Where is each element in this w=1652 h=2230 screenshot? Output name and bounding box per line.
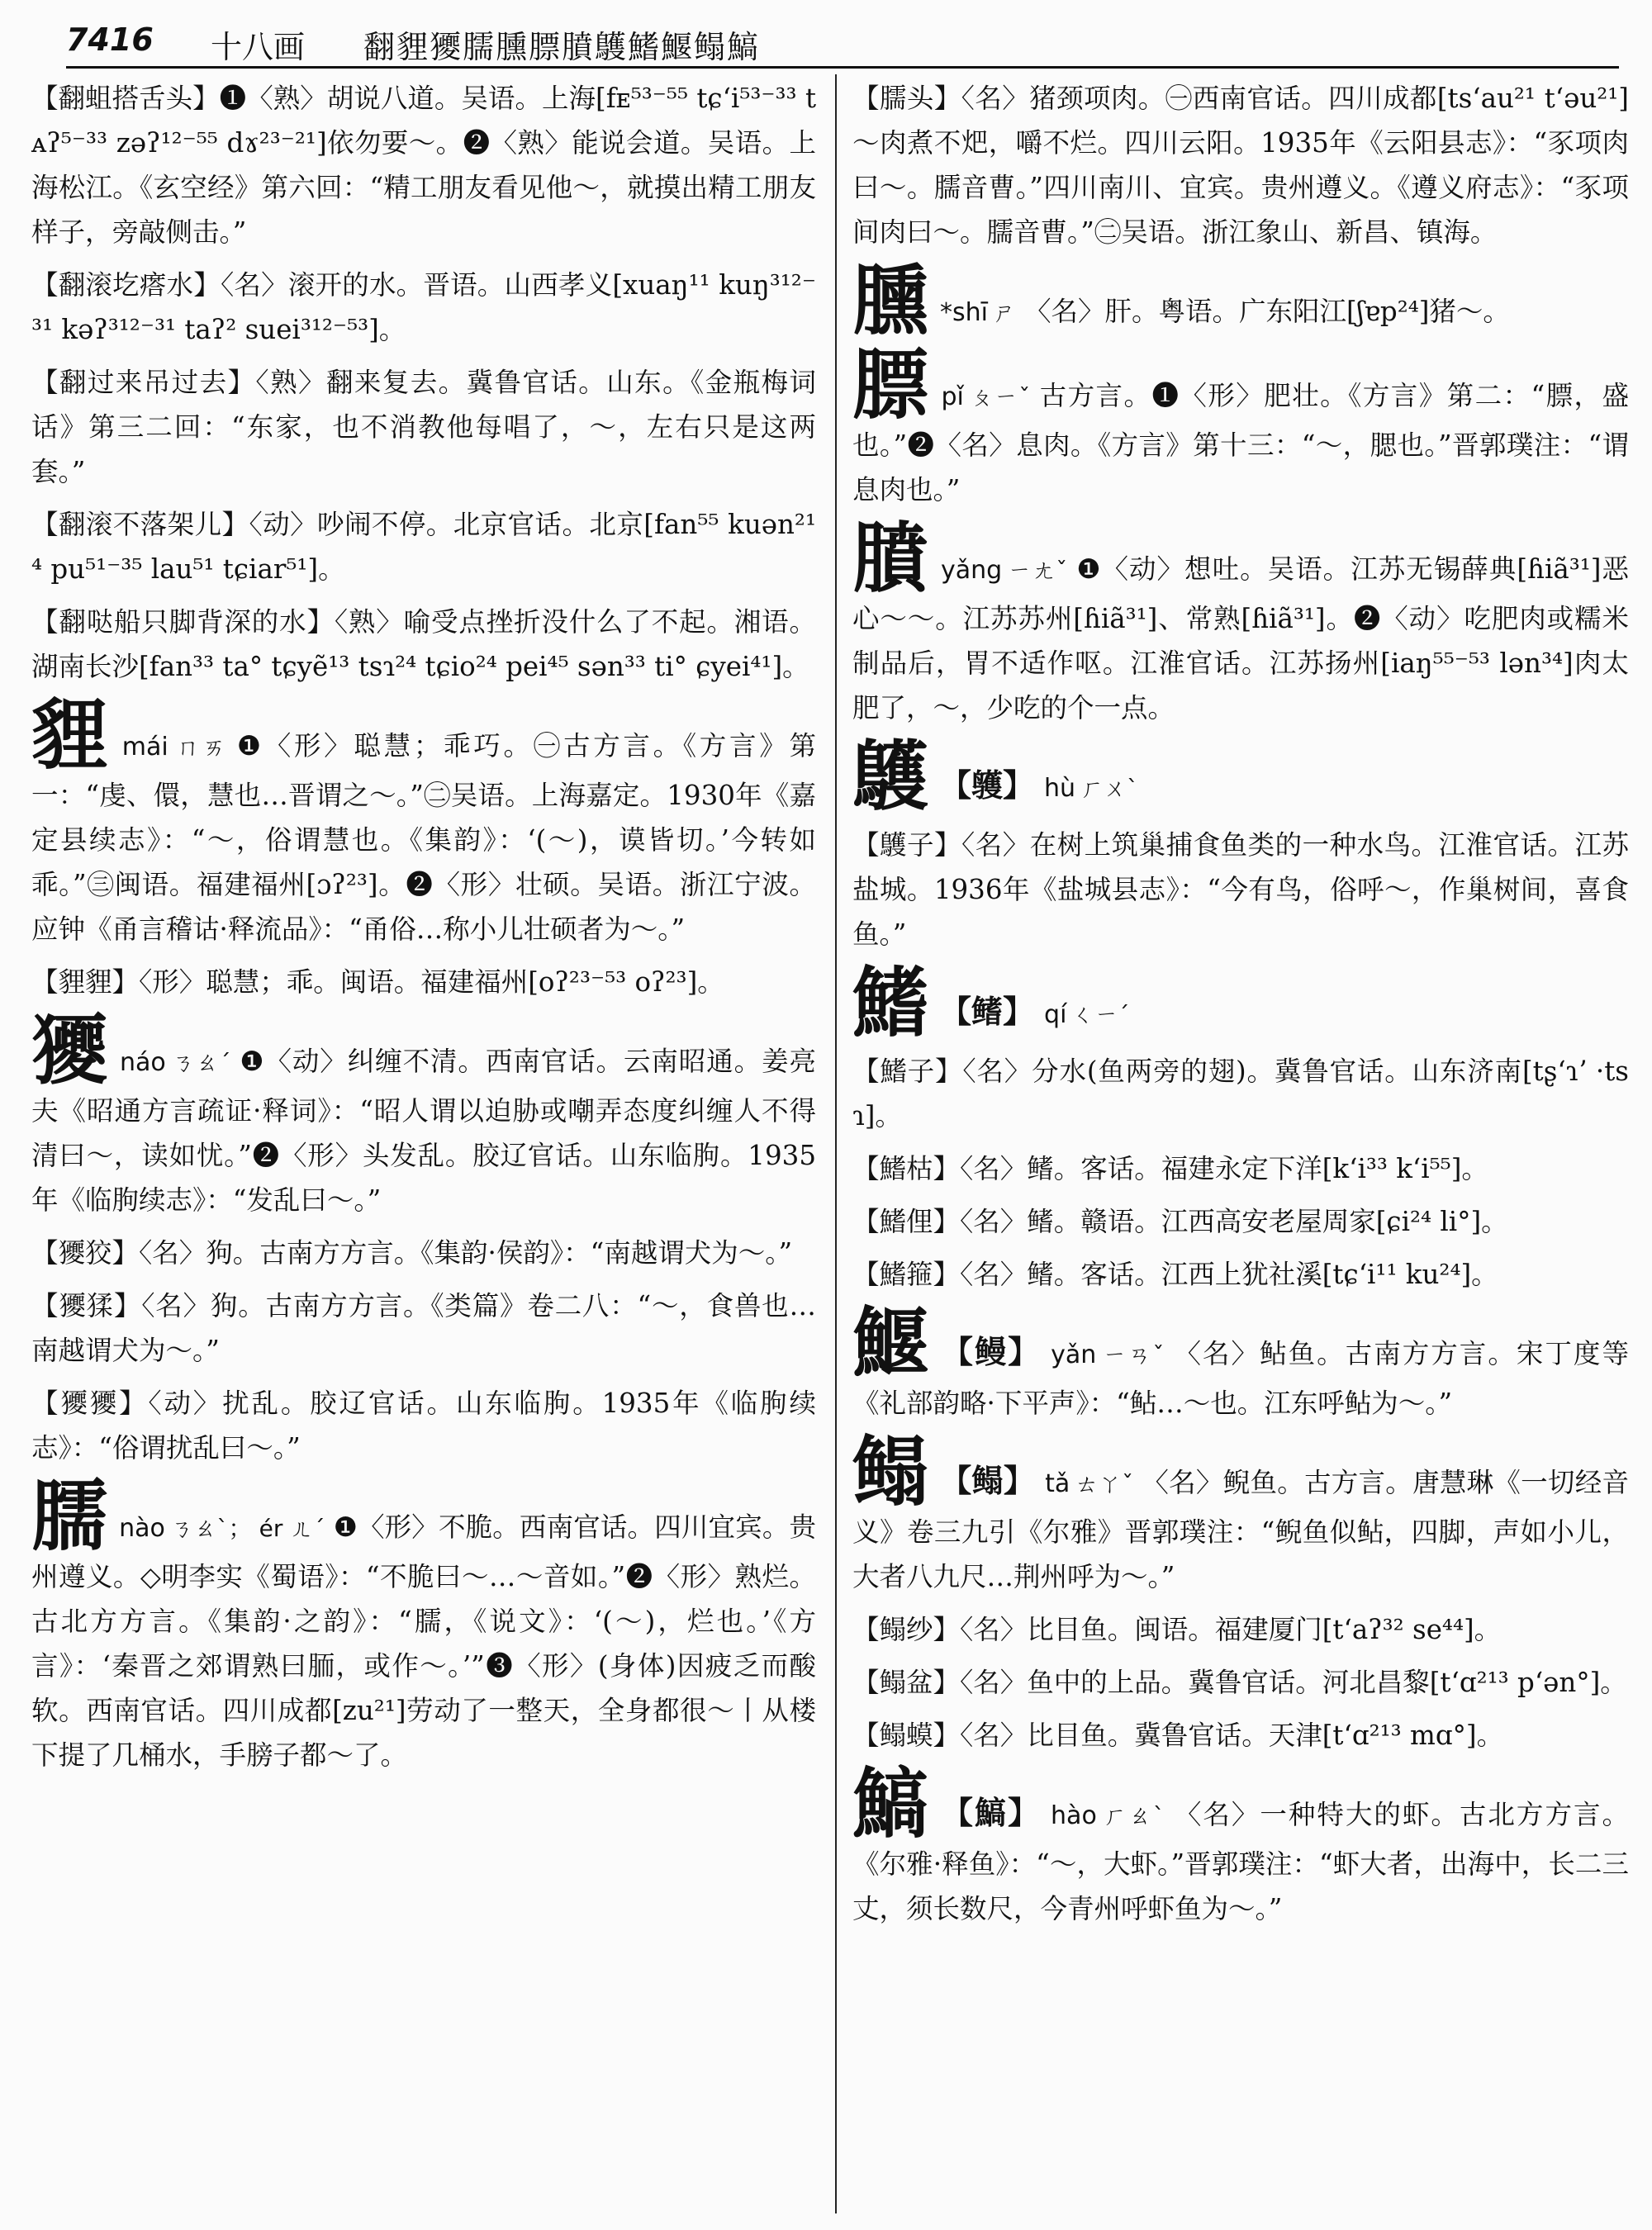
bopomofo: ㄊㄚˇ [1075,1470,1134,1497]
definition-text: 〈名〉鲇鱼。古南方方言。宋丁度等《礼部韵略·下平声》：“鲇…～也。江东呼鲇为～。” [852,1338,1629,1419]
bopomofo: ㄏㄨˋ [1080,775,1139,802]
bopomofo: ㄧㄢˇ [1101,1341,1166,1369]
headword-character: 鰭 [852,958,929,1047]
phrase-entry: 【鰭枯】〈名〉鳍。客话。福建永定下洋[kʻi³³ kʻi⁵⁵]。 [852,1153,1488,1184]
definition-text: ❶〈形〉聪慧；乖巧。㊀古方言。《方言》第一：“虔、儇，慧也…晋谓之～。”㊁吴语。上海嘉定。1930年《嘉定县续志》：“～，俗谓慧也。《集韵》：‘(～)，谟皆切。’今转如乖。”㊂闽语。福建福州[ɔʔ²³]。❷〈形〉壮硕。吴语。浙江宁波。应钟《甬言稽诂·释流品》：“甬俗…称小儿壮硕者为～。” [31,730,816,945]
phrase-entry: 【臑头】〈名〉猪颈项肉。㊀西南官话。四川成都[tsʻau²¹ tʻəu²¹]～肉煮不𤆵，嚼不烂。四川云阳。1935年《云阳县志》：“豕项肉曰～。臑音曹。”四川南川、宜宾。贵州遵义。《遵义府志》：“豕项间肉曰～。臑音曹。”㊁吴语。浙江象山、新昌、镇海。 [852,83,1629,248]
pinyin: tǎ [1045,1469,1070,1498]
headword-character: 鰋 [852,1298,931,1388]
bopomofo: ㄑㄧˊ [1071,1001,1130,1028]
page-header [66,15,1602,64]
headword-character: 鰝 [852,1759,931,1848]
headword-character: 獿 [31,1006,108,1095]
variant-form: 【鰝】 [942,1794,1042,1831]
variant-form: 【鳎】 [940,1462,1036,1499]
column-divider [835,74,837,2213]
bopomofo: ㄋㄠˋ； ér ㄦˊ [169,1515,325,1542]
character-entry [852,732,1629,821]
phrase-entry: 【貍貍】〈形〉聪慧；乖。闽语。福建福州[oʔ²³⁻⁵³ oʔ²³]。 [31,966,724,998]
character-entry [852,256,1629,345]
bopomofo: ㄆㄧˇ [968,383,1032,410]
phrase-entry: 【翻滚不落架儿】〈动〉吵闹不停。北京官话。北京[fan⁵⁵ kuən²¹⁴ pu⁵¹⁻³⁵ lau⁵¹ tɕiar⁵¹]。 [31,509,816,585]
bopomofo: ㄋㄠˊ [170,1049,232,1076]
bopomofo: ㄕ [993,299,1017,326]
pinyin: hù [1044,774,1076,803]
variant-form: 【鹱】 [940,766,1035,804]
phrase-entry: 【鰭子】〈名〉分水(鱼两旁的翅)。冀鲁官话。山东济南[tʂʻɿʼ ·tsɿ]。 [852,1056,1629,1132]
headword-character: 鸌 [852,732,929,821]
definition-text: ❶〈动〉纠缠不清。西南官话。云南昭通。姜亮夫《昭通方言疏证·释词》：“昭人谓以迫胁或嘲弄态度纠缠人不得清曰～，读如忧。”❷〈形〉头发乱。胶辽官话。山东临朐。1935年《临朐续志》：“发乱曰～。” [31,1046,816,1216]
phrase-entry: 【鳎盆】〈名〉鱼中的上品。冀鲁官话。河北昌黎[tʻɑ²¹³ pʻən°]。 [852,1667,1627,1698]
pinyin: pǐ [941,382,964,411]
definition-text: 古方言。❶〈形〉肥壮。《方言》第二：“膘，盛也。”❷〈名〉息肉。《方言》第十三：“～，腮也。”晋郭璞注：“谓息肉也。” [852,380,1629,505]
character-entry [31,690,816,951]
bopomofo: ㄧㄤˇ [1007,557,1069,584]
page-number: 7416 [66,21,154,58]
phrase-entry: 【翻蛆搭舌头】❶〈熟〉胡说八道。吴语。上海[fᴇ⁵³⁻⁵⁵ tɕʻi⁵³⁻³³ tᴀʔ⁵⁻³³ zəʔ¹²⁻⁵⁵ dɤ²³⁻²¹]依勿要～。❷〈熟〉能说会道。吴语。上海松江。《玄空经》第六回：“精工朋友看见他～，就摸出精工朋友样子，旁敲侧击。” [31,83,816,248]
pinyin: yǎng [941,556,1003,585]
pinyin: hào [1051,1801,1097,1830]
character-entry [852,1759,1629,1931]
headword-character: 鳎 [852,1427,929,1516]
bopomofo: ㄇㄞ [173,733,229,761]
headword-character: 臐 [852,256,929,345]
phrase-entry: 【獿獿】〈动〉扰乱。胶辽官话。山东临朐。1935年《临朐续志》：“俗谓扰乱曰～。” [31,1388,816,1464]
character-entry [852,1298,1629,1426]
pinyin: qí [1044,1000,1067,1029]
headword-character: 貍 [31,690,111,780]
header-rule [66,66,1619,69]
pinyin: yǎn [1051,1340,1097,1369]
character-entry [852,958,1629,1047]
phrase-entry: 【翻滚圪瘩水】〈名〉滚开的水。晋语。山西孝义[xuaŋ¹¹ kuŋ³¹²⁻³¹ kəʔ³¹²⁻³¹ taʔ² suei³¹²⁻⁵³]。 [31,269,816,345]
headword-character: 膹 [852,514,930,603]
definition-text: ❶〈动〉想吐。吴语。江苏无锡薛典[ɦiã³¹]恶心～～。江苏苏州[ɦiã³¹]、常熟[ɦiã³¹]。❷〈动〉吃肥肉或糯米制品后，胃不适作呕。江淮官话。江苏扬州[iaŋ⁵⁵⁻⁵³ lən³⁴]肉太肥了，～，少吃的个一点。 [852,553,1629,724]
character-entry [852,1427,1629,1599]
headword-character: 膘 [852,340,930,429]
header-characters: 翻貍獿臑臐膘膹鸌鰭鰋鳎鰝 [363,29,761,65]
character-entry [31,1472,816,1777]
headword-character: 臑 [31,1472,108,1561]
phrase-entry: 【鰭箍】〈名〉鳍。客话。江西上犹社溪[tɕʻi¹¹ ku²⁴]。 [852,1259,1498,1290]
pinyin: náo [119,1048,166,1077]
phrase-entry: 【鳎蟆】〈名〉比目鱼。冀鲁官话。天津[tʻɑ²¹³ mɑ°]。 [852,1720,1504,1751]
phrase-entry: 【鸌子】〈名〉在树上筑巢捕食鱼类的一种水鸟。江淮官话。江苏盐城。1936年《盐城县志》：“今有鸟，俗呼～，作巢树间，喜食鱼。” [852,829,1629,950]
definition-text: ❶〈形〉不脆。西南官话。四川宜宾。贵州遵义。◇明李实《蜀语》：“不脆曰～…～音如。”❷〈形〉熟烂。古北方方言。《集韵·之韵》：“臑，《说文》：‘(～)，烂也。’《方言》：‘秦晋之郊谓熟曰胹，或作～。’”❸〈形〉(身体)因疲乏而酸软。西南官话。四川成都[zu²¹]劳动了一整天，全身都很～丨从楼下提了几桶水，手膀子都～了。 [31,1511,816,1771]
variant-form: 【鳗】 [942,1333,1042,1370]
character-entry [31,1006,816,1222]
pinyin: *shī [940,298,988,327]
definition-text: 〈名〉肝。粤语。广东阳江[ʃɐp²⁴]猪～。 [1024,296,1510,327]
variant-form: 【鳍】 [940,993,1035,1030]
phrase-entry: 【鳎纱】〈名〉比目鱼。闽语。福建厦门[tʻaʔ³² se⁴⁴]。 [852,1614,1502,1645]
pinyin: nào [119,1514,165,1543]
phrase-entry: 【翻哒船只脚背深的水】〈熟〉喻受点挫折没什么了不起。湘语。湖南长沙[fan³³ ta° tɕyẽ¹³ tsɿ²⁴ tɕio²⁴ pei⁴⁵ sən³³ ti° ɕyei⁴¹]。 [31,606,816,682]
character-entry [852,514,1629,730]
phrase-entry: 【鰭俚】〈名〉鳍。赣语。江西高安老屋周家[ɕi²⁴ li°]。 [852,1206,1508,1237]
character-entry [852,340,1629,512]
right-column [852,76,1629,1939]
phrase-entry: 【獿猱】〈名〉狗。古南方方言。《类篇》卷二八：“～，食兽也…南越谓犬为～。” [31,1290,816,1366]
phrase-entry: 【獿狡】〈名〉狗。古南方方言。《集韵·侯韵》：“南越谓犬为～。” [31,1237,793,1269]
left-column [31,76,816,1786]
bopomofo: ㄏㄠˋ [1101,1802,1166,1829]
definition-text: 〈名〉鲵鱼。古方言。唐慧琳《一切经音义》卷三九引《尔雅》晋郭璞注：“鲵鱼似鲇，四脚，声如小儿，大者八九尺…荆州呼为～。” [852,1467,1629,1592]
pinyin: mái [121,733,169,762]
phrase-entry: 【翻过来吊过去】〈熟〉翻来复去。冀鲁官话。山东。《金瓶梅词话》第三二回：“东家，也不消教他每唱了，～，左右只是这两套。” [31,367,816,487]
definition-text: 〈名〉一种特大的虾。古北方方言。《尔雅·释鱼》：“～，大虾。”晋郭璞注：“虾大者，出海中，长二三丈，须长数尺，今青州呼虾鱼为～。” [852,1799,1629,1924]
stroke-count: 十八画 [211,29,306,65]
